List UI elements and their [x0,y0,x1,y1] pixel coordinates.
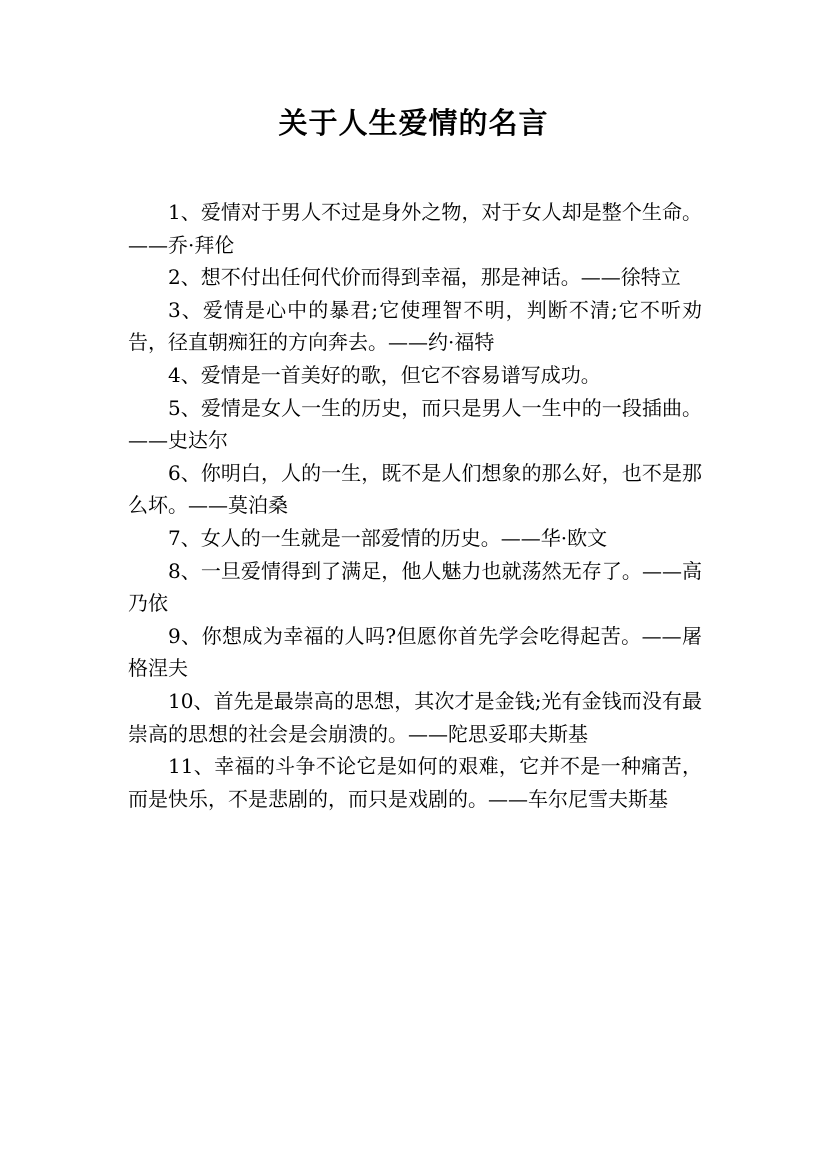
quote-paragraph: 4、爱情是一首美好的歌，但它不容易谱写成功。 [168,362,601,387]
quote-list [128,196,702,815]
quote-paragraph: 2、想不付出任何代价而得到幸福，那是神话。——徐特立 [168,265,681,290]
quote-paragraph: 1、爱情对于男人不过是身外之物，对于女人却是整个生命。——乔·拜伦 [128,200,702,257]
quote-paragraph: 11、幸福的斗争不论它是如何的艰难，它并不是一种痛苦，而是快乐，不是悲剧的，而只是戏剧的。——车尔尼雪夫斯基 [128,754,702,811]
quote-paragraph: 8、一旦爱情得到了满足，他人魅力也就荡然无存了。——高乃依 [128,558,702,616]
quote-paragraph: 5、爱情是女人一生的历史，而只是男人一生中的一段插曲。——史达尔 [128,395,702,453]
quote-paragraph: 7、女人的一生就是一部爱情的历史。——华·欧文 [168,525,608,550]
quote-paragraph: 10、首先是最崇高的思想，其次才是金钱;光有金钱而没有最崇高的思想的社会是会崩溃的。——陀思妥耶夫斯基 [128,688,702,746]
quote-paragraph: 3、爱情是心中的暴君;它使理智不明，判断不清;它不听劝告，径直朝痴狂的方向奔去。——约·福特 [128,297,702,355]
quote-paragraph: 6、你明白，人的一生，既不是人们想象的那么好，也不是那么坏。——莫泊桑 [128,460,702,518]
document-title: 关于人生爱情的名言 [278,106,549,140]
quote-paragraph: 9、你想成为幸福的人吗?但愿你首先学会吃得起苦。——屠格涅夫 [128,623,702,681]
